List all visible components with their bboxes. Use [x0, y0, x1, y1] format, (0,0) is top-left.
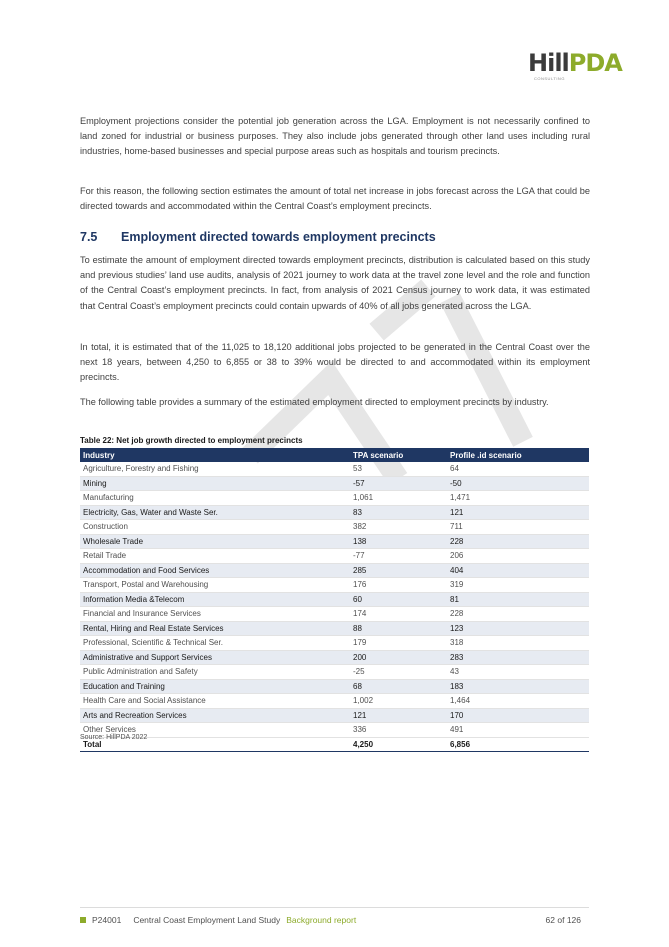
- tpa-value-cell: 121: [350, 708, 447, 723]
- profile-id-value-cell: 404: [447, 563, 589, 578]
- industry-cell: Other Services: [80, 723, 350, 738]
- table-row: [80, 520, 589, 535]
- table-row: [80, 679, 589, 694]
- paragraph-employment-projections: Employment projections consider the potential job generation across the LGA. Employment is not necessarily confined to land zoned for industrial or business purposes. They also include jobs generated through other land uses including rural industries, home-based businesses and special purpose areas such as hospitals and tourism precincts.: [80, 116, 590, 157]
- tpa-value-cell: 138: [350, 534, 447, 549]
- total-tpa: 4,250: [350, 737, 447, 752]
- section-number: 7.5: [80, 230, 98, 244]
- footer-project-code: P24001: [92, 915, 122, 925]
- tpa-value-cell: -57: [350, 476, 447, 491]
- profile-id-value-cell: 319: [447, 578, 589, 593]
- profile-id-value-cell: 318: [447, 636, 589, 651]
- table-row: [80, 665, 589, 680]
- header-tpa-scenario: TPA scenario: [350, 448, 447, 462]
- paragraph-reason: For this reason, the following section estimates the amount of total net increase in jobs forecast across the LGA that could be directed towards and accommodated within the Central Coast’s employment precincts.: [80, 186, 590, 212]
- profile-id-value-cell: 711: [447, 520, 589, 535]
- industry-cell: Education and Training: [80, 679, 350, 694]
- page-footer: [80, 915, 589, 925]
- profile-id-value-cell: 43: [447, 665, 589, 680]
- tpa-value-cell: 88: [350, 621, 447, 636]
- tpa-value-cell: -77: [350, 549, 447, 564]
- tpa-value-cell: 285: [350, 563, 447, 578]
- profile-id-value-cell: -50: [447, 476, 589, 491]
- table-row: [80, 708, 589, 723]
- table-row: [80, 607, 589, 622]
- industry-cell: Mining: [80, 476, 350, 491]
- paragraph-table-intro: The following table provides a summary of the estimated employment directed to employment precincts by industry.: [80, 397, 549, 407]
- tpa-value-cell: 60: [350, 592, 447, 607]
- tpa-value-cell: 83: [350, 505, 447, 520]
- industry-cell: Rental, Hiring and Real Estate Services: [80, 621, 350, 636]
- tpa-value-cell: 336: [350, 723, 447, 738]
- job-growth-table: [80, 448, 589, 752]
- paragraph-estimation-method: To estimate the amount of employment directed towards employment precincts, distribution is calculated based on this study and previous studies’ land use audits, analysis of 2021 journey to work data at the travel zone level and the role and function of the Central Coast’s employment precincts. In fact, from analysis of 2021 Census journey to work data, it was estimated that Central Coast’s employment precincts could contain upwards of 40% of all jobs generated across the LGA.: [80, 255, 590, 311]
- profile-id-value-cell: 183: [447, 679, 589, 694]
- tpa-value-cell: 1,061: [350, 491, 447, 506]
- logo-subtext: CONSULTING: [534, 76, 565, 81]
- profile-id-value-cell: 121: [447, 505, 589, 520]
- section-title: Employment directed towards employment precincts: [121, 230, 436, 244]
- footer-title: Central Coast Employment Land Study: [133, 915, 281, 925]
- table-row: [80, 694, 589, 709]
- profile-id-value-cell: 206: [447, 549, 589, 564]
- industry-cell: Construction: [80, 520, 350, 535]
- hillpda-logo: [528, 50, 624, 84]
- profile-id-value-cell: 170: [447, 708, 589, 723]
- profile-id-value-cell: 491: [447, 723, 589, 738]
- tpa-value-cell: 1,002: [350, 694, 447, 709]
- table-caption: Table 22: Net job growth directed to employment precincts: [80, 436, 303, 445]
- table-row: [80, 650, 589, 665]
- industry-cell: Retail Trade: [80, 549, 350, 564]
- table-row: [80, 549, 589, 564]
- tpa-value-cell: 200: [350, 650, 447, 665]
- tpa-value-cell: 176: [350, 578, 447, 593]
- industry-cell: Accommodation and Food Services: [80, 563, 350, 578]
- page-number: 62 of 126: [545, 915, 581, 925]
- profile-id-value-cell: 123: [447, 621, 589, 636]
- profile-id-value-cell: 81: [447, 592, 589, 607]
- industry-cell: Electricity, Gas, Water and Waste Ser.: [80, 505, 350, 520]
- industry-cell: Public Administration and Safety: [80, 665, 350, 680]
- industry-cell: Administrative and Support Services: [80, 650, 350, 665]
- tpa-value-cell: 53: [350, 462, 447, 476]
- table-row: [80, 476, 589, 491]
- logo-text-pda: PDA: [568, 49, 622, 77]
- profile-id-value-cell: 283: [447, 650, 589, 665]
- industry-cell: Transport, Postal and Warehousing: [80, 578, 350, 593]
- footer-square-icon: [80, 917, 86, 923]
- table-row: [80, 505, 589, 520]
- industry-cell: Information Media &Telecom: [80, 592, 350, 607]
- tpa-value-cell: 174: [350, 607, 447, 622]
- header-profile-id-scenario: Profile .id scenario: [447, 448, 589, 462]
- section-heading: [80, 230, 436, 244]
- table-row: [80, 491, 589, 506]
- profile-id-value-cell: 64: [447, 462, 589, 476]
- table-row: [80, 723, 589, 738]
- table-row: [80, 578, 589, 593]
- profile-id-value-cell: 228: [447, 534, 589, 549]
- table-row: [80, 462, 589, 476]
- logo-text-hill: Hill: [528, 49, 569, 77]
- table-total-row: [80, 737, 589, 752]
- tpa-value-cell: 179: [350, 636, 447, 651]
- industry-cell: Agriculture, Forestry and Fishing: [80, 462, 350, 476]
- table-row: [80, 563, 589, 578]
- profile-id-value-cell: 228: [447, 607, 589, 622]
- tpa-value-cell: 382: [350, 520, 447, 535]
- footer-subtitle: Background report: [286, 915, 357, 925]
- industry-cell: Arts and Recreation Services: [80, 708, 350, 723]
- industry-cell: Health Care and Social Assistance: [80, 694, 350, 709]
- total-label: Total: [80, 737, 350, 752]
- profile-id-value-cell: 1,464: [447, 694, 589, 709]
- footer-divider: [80, 907, 589, 908]
- table-row: [80, 621, 589, 636]
- tpa-value-cell: 68: [350, 679, 447, 694]
- table-source: Source: HillPDA 2022: [80, 734, 148, 741]
- table-row: [80, 636, 589, 651]
- table-header-row: [80, 448, 589, 462]
- industry-cell: Wholesale Trade: [80, 534, 350, 549]
- paragraph-total-estimate: In total, it is estimated that of the 11,025 to 18,120 additional jobs projected to be generated in the Central Coast over the next 18 years, between 4,250 to 6,855 or 38 to 39% would be directed to and accommodated within its employment precincts.: [80, 342, 590, 383]
- table-row: [80, 534, 589, 549]
- industry-cell: Professional, Scientific & Technical Ser.: [80, 636, 350, 651]
- profile-id-value-cell: 1,471: [447, 491, 589, 506]
- total-profile-id: 6,856: [447, 737, 589, 752]
- industry-cell: Financial and Insurance Services: [80, 607, 350, 622]
- tpa-value-cell: -25: [350, 665, 447, 680]
- industry-cell: Manufacturing: [80, 491, 350, 506]
- table-row: [80, 592, 589, 607]
- header-industry: Industry: [80, 448, 350, 462]
